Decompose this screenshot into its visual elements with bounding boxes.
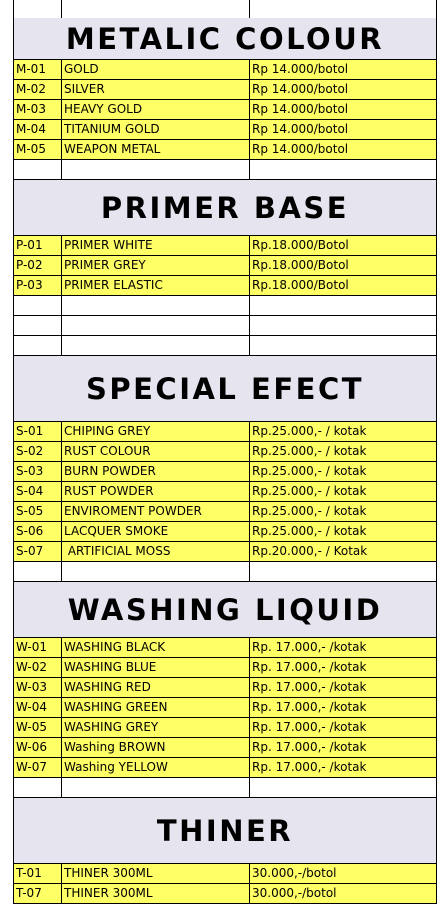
price-cell: Rp.25.000,- / kotak — [250, 502, 436, 521]
name-cell: WASHING BLUE — [62, 658, 250, 677]
code-cell: W-03 — [14, 678, 62, 697]
section-title: METALIC COLOUR — [65, 21, 385, 56]
table-row — [13, 884, 437, 904]
code-cell: M-02 — [14, 80, 62, 99]
empty-cell — [250, 160, 436, 179]
price-cell: Rp. 17.000,- /kotak — [250, 738, 436, 757]
code-cell: M-04 — [14, 120, 62, 139]
table-row — [13, 442, 437, 462]
name-cell: RUST COLOUR — [62, 442, 250, 461]
empty-cell — [14, 562, 62, 581]
code-cell: T-07 — [14, 884, 62, 903]
empty-cell — [14, 160, 62, 179]
code-cell: T-01 — [14, 864, 62, 883]
name-cell: GOLD — [62, 60, 250, 79]
code-cell: S-03 — [14, 462, 62, 481]
empty-cell — [250, 778, 436, 797]
section-header-primer-base — [13, 180, 437, 236]
name-cell: WASHING GREEN — [62, 698, 250, 717]
empty-cell — [62, 562, 250, 581]
table-row — [13, 462, 437, 482]
table-row — [13, 80, 437, 100]
name-cell: Washing YELLOW — [62, 758, 250, 777]
stub-cell — [14, 0, 62, 18]
price-cell: Rp.25.000,- / kotak — [250, 422, 436, 441]
empty-cell — [14, 336, 62, 355]
table-row — [13, 276, 437, 296]
empty-cell — [14, 316, 62, 335]
name-cell: ENVIROMENT POWDER — [62, 502, 250, 521]
code-cell: S-02 — [14, 442, 62, 461]
section-title: WASHING LIQUID — [67, 592, 383, 627]
code-cell: P-02 — [14, 256, 62, 275]
empty-cell — [62, 316, 250, 335]
empty-row — [13, 336, 437, 356]
table-row — [13, 482, 437, 502]
price-cell: Rp 14.000/botol — [250, 60, 436, 79]
price-cell: Rp. 17.000,- /kotak — [250, 698, 436, 717]
name-cell: PRIMER GREY — [62, 256, 250, 275]
table-row — [13, 738, 437, 758]
code-cell: P-03 — [14, 276, 62, 295]
code-cell: M-01 — [14, 60, 62, 79]
price-cell: Rp.25.000,- / kotak — [250, 442, 436, 461]
empty-cell — [250, 316, 436, 335]
code-cell: S-06 — [14, 522, 62, 541]
table-row — [13, 236, 437, 256]
code-cell: M-05 — [14, 140, 62, 159]
price-cell: Rp. 17.000,- /kotak — [250, 678, 436, 697]
empty-cell — [250, 336, 436, 355]
table-row — [13, 678, 437, 698]
code-cell: S-07 — [14, 542, 62, 561]
price-cell: Rp. 17.000,- /kotak — [250, 658, 436, 677]
empty-row — [13, 160, 437, 180]
table-row — [13, 60, 437, 80]
price-sheet — [13, 0, 437, 904]
section-header-thiner — [13, 798, 437, 864]
stub-cell — [62, 0, 250, 18]
table-row — [13, 120, 437, 140]
empty-cell — [62, 336, 250, 355]
section-title: THINER — [156, 813, 294, 848]
code-cell: W-06 — [14, 738, 62, 757]
empty-cell — [250, 562, 436, 581]
price-cell: Rp. 17.000,- /kotak — [250, 758, 436, 777]
section-header-metalic-colour — [13, 18, 437, 60]
table-row — [13, 422, 437, 442]
empty-cell — [62, 160, 250, 179]
empty-row — [13, 316, 437, 336]
empty-row — [13, 778, 437, 798]
price-cell: 30.000,-/botol — [250, 864, 436, 883]
section-header-special-efect — [13, 356, 437, 422]
name-cell: CHIPING GREY — [62, 422, 250, 441]
name-cell: WASHING GREY — [62, 718, 250, 737]
section-title: SPECIAL EFECT — [85, 371, 365, 406]
table-row — [13, 698, 437, 718]
code-cell: M-03 — [14, 100, 62, 119]
table-row — [13, 658, 437, 678]
code-cell: W-04 — [14, 698, 62, 717]
name-cell: WASHING BLACK — [62, 638, 250, 657]
empty-row — [13, 296, 437, 316]
price-cell: Rp 14.000/botol — [250, 80, 436, 99]
table-row — [13, 256, 437, 276]
code-cell: W-01 — [14, 638, 62, 657]
name-cell: ARTIFICIAL MOSS — [62, 542, 250, 561]
code-cell: S-05 — [14, 502, 62, 521]
code-cell: W-07 — [14, 758, 62, 777]
price-cell: Rp.25.000,- / kotak — [250, 462, 436, 481]
stub-cell — [250, 0, 436, 18]
table-row — [13, 100, 437, 120]
name-cell: WEAPON METAL — [62, 140, 250, 159]
price-cell: Rp 14.000/botol — [250, 120, 436, 139]
table-row — [13, 758, 437, 778]
price-cell: Rp.18.000/Botol — [250, 256, 436, 275]
empty-row — [13, 562, 437, 582]
name-cell: PRIMER ELASTIC — [62, 276, 250, 295]
code-cell: W-02 — [14, 658, 62, 677]
empty-cell — [14, 296, 62, 315]
price-cell: Rp.25.000,- / kotak — [250, 522, 436, 541]
price-cell: Rp.25.000,- / kotak — [250, 482, 436, 501]
price-cell: Rp.20.000,- / Kotak — [250, 542, 436, 561]
code-cell: S-04 — [14, 482, 62, 501]
code-cell: W-05 — [14, 718, 62, 737]
table-row — [13, 522, 437, 542]
name-cell: RUST POWDER — [62, 482, 250, 501]
table-row — [13, 864, 437, 884]
name-cell: LACQUER SMOKE — [62, 522, 250, 541]
name-cell: THINER 300ML — [62, 864, 250, 883]
name-cell: BURN POWDER — [62, 462, 250, 481]
price-cell: Rp.18.000/Botol — [250, 276, 436, 295]
empty-cell — [62, 778, 250, 797]
name-cell: Washing BROWN — [62, 738, 250, 757]
top-stub-row — [13, 0, 437, 18]
name-cell: PRIMER WHITE — [62, 236, 250, 255]
table-row — [13, 140, 437, 160]
name-cell: TITANIUM GOLD — [62, 120, 250, 139]
price-cell: Rp. 17.000,- /kotak — [250, 718, 436, 737]
table-row — [13, 542, 437, 562]
price-cell: Rp. 17.000,- /kotak — [250, 638, 436, 657]
empty-cell — [62, 296, 250, 315]
section-header-washing-liquid — [13, 582, 437, 638]
table-row — [13, 718, 437, 738]
empty-cell — [14, 778, 62, 797]
name-cell: HEAVY GOLD — [62, 100, 250, 119]
price-cell: Rp 14.000/botol — [250, 100, 436, 119]
name-cell: SILVER — [62, 80, 250, 99]
price-cell: Rp.18.000/Botol — [250, 236, 436, 255]
name-cell: THINER 300ML — [62, 884, 250, 903]
price-cell: Rp 14.000/botol — [250, 140, 436, 159]
code-cell: S-01 — [14, 422, 62, 441]
name-cell: WASHING RED — [62, 678, 250, 697]
code-cell: P-01 — [14, 236, 62, 255]
price-cell: 30.000,-/botol — [250, 884, 436, 903]
table-row — [13, 638, 437, 658]
section-title: PRIMER BASE — [100, 190, 350, 225]
empty-cell — [250, 296, 436, 315]
table-row — [13, 502, 437, 522]
